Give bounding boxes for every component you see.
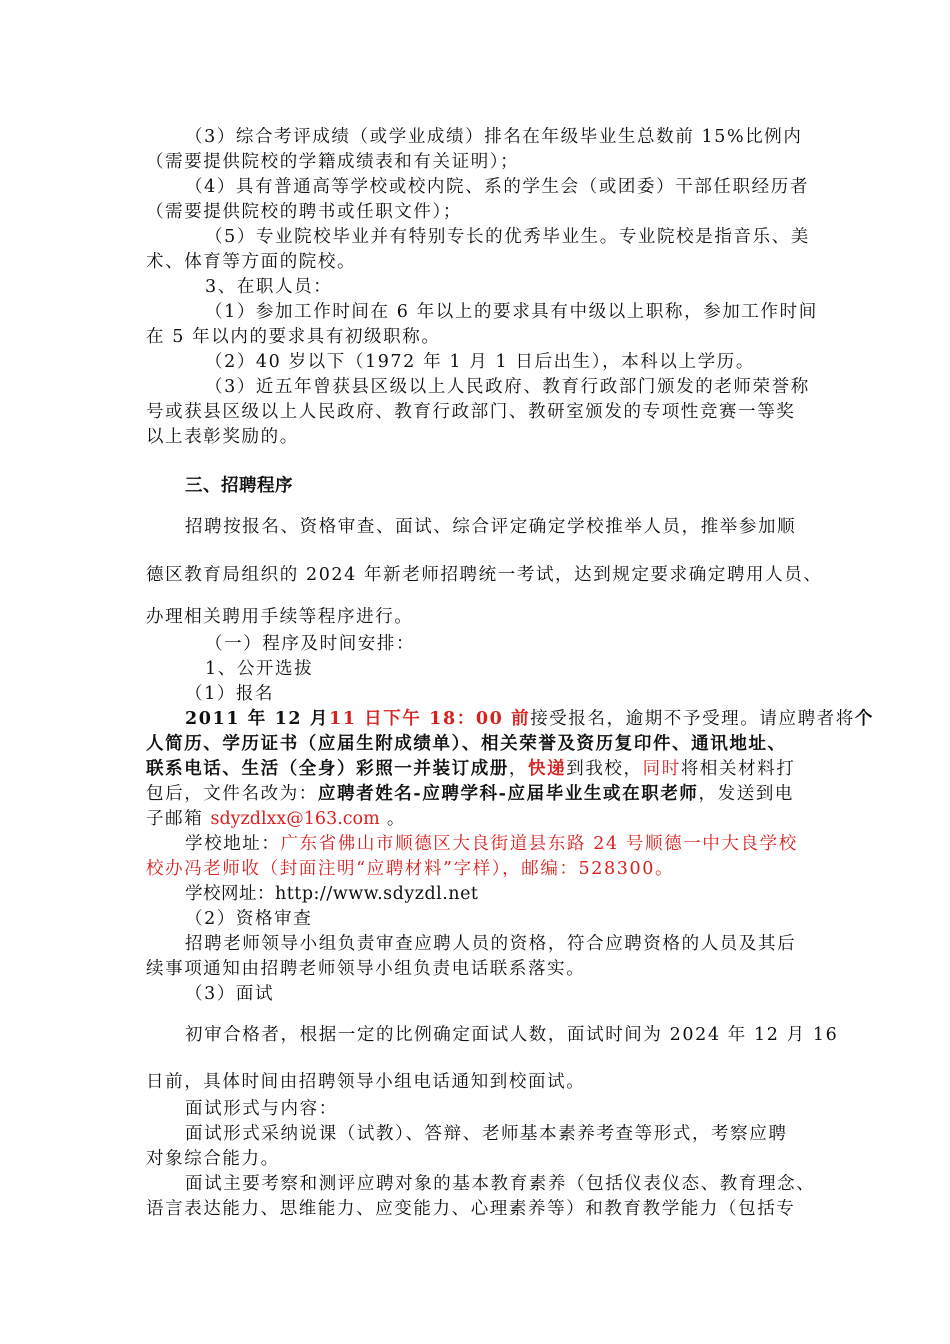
text-span: 。 [379,809,406,829]
text-span: 接受报名，逾期不予受理。请应聘者将 [530,709,855,729]
text-line [146,807,806,831]
text-line: （3）面试 [185,984,275,1004]
text-line: 德区教育局组织的 2024 年新老师招聘统一考试，达到规定要求确定聘用人员、 [146,565,823,585]
text-line: 语言表达能力、思维能力、应变能力、心理素养等）和教育教学能力（包括专 [146,1199,796,1219]
text-line: 在 5 年以内的要求具有初级职称。 [146,327,441,347]
text-line: 对象综合能力。 [146,1149,280,1169]
highlight-express: 快递 [528,759,567,779]
text-line: （5）专业院校毕业并有特别专长的优秀毕业生。专业院校是指音乐、美 [205,227,810,247]
text-line: （一）程序及时间安排： [205,634,416,654]
text-line: 以上表彰奖励的。 [146,427,299,447]
text-span: 个 [854,709,874,729]
text-line: （3）综合考评成绩（或学业成绩）排名在年级毕业生总数前 15%比例内 [185,127,803,147]
school-address: 广东省佛山市顺德区大良街道县东路 24 号顺德一中大良学校 [280,834,798,854]
text-line: （2）40 岁以下（1972 年 1 月 1 日后出生），本科以上学历。 [205,352,755,372]
text-line [146,782,806,806]
text-line: 1、公开选拔 [205,659,314,679]
text-span: 到我校， [566,759,643,779]
text-line: 面试主要考察和测评应聘对象的基本教育素养（包括仪表仪态、教育理念、 [185,1174,816,1194]
text-line: 号或获县区级以上人民政府、教育行政部门、教研室颁发的专项性竞赛一等奖 [146,402,796,422]
deadline-date: 2011 年 12 月 [185,709,329,729]
deadline-time: 11 日下午 18：00 前 [328,709,531,729]
text-line: （需要提供院校的学籍成绩表和有关证明）； [146,152,520,172]
text-line: 初审合格者，根据一定的比例确定面试人数，面试时间为 2024 年 12 月 16 [185,1025,839,1045]
text-span: ，发送到电 [698,784,795,804]
text-line [185,707,874,731]
text-line: （4）具有普通高等学校或校内院、系的学生会（或团委）干部任职经历者 [185,177,809,197]
text-line: 3、在职人员： [205,277,333,297]
section-heading: 三、招聘程序 [185,476,293,496]
text-line: （1）参加工作时间在 6 年以上的要求具有中级以上职称，参加工作时间 [205,302,818,322]
text-line: 招聘老师领导小组负责审查应聘人员的资格，符合应聘资格的人员及其后 [185,934,797,954]
text-line: 续事项通知由招聘老师领导小组负责电话联系落实。 [146,959,586,979]
text-line [146,757,806,781]
text-span: 包后，文件名改为： [146,784,318,804]
highlight-same-time: 同时 [642,759,681,779]
file-name-format: 应聘者姓名-应聘学科-应届毕业生或在职老师 [317,784,699,804]
text-span: 学校地址： [185,834,281,854]
school-website: 学校网址：http://www.sdyzdl.net [185,884,479,904]
text-line: （1）报名 [185,684,275,704]
text-line: 招聘按报名、资格审查、面试、综合评定确定学校推举人员，推举参加顺 [185,517,797,537]
text-line: 日前，具体时间由招聘领导小组电话通知到校面试。 [146,1072,586,1092]
text-line: 术、体育等方面的院校。 [146,252,357,272]
text-line: 面试形式与内容： [185,1099,338,1119]
text-line: 面试形式采纳说课（试教）、答辩、老师基本素养考查等形式，考察应聘 [185,1124,788,1144]
text-line: （需要提供院校的聘书或任职文件）； [146,202,462,222]
text-line: （3）近五年曾获县区级以上人民政府、教育行政部门颁发的老师荣誉称 [205,377,810,397]
email-address: sdyzdlxx@163.com [210,809,380,829]
text-line: （2）资格审查 [185,909,313,929]
text-line: 校办冯老师收（封面注明“应聘材料”字样），邮编：528300。 [146,859,675,879]
text-line: 办理相关聘用手续等程序进行。 [146,607,414,627]
text-span: 将相关材料打 [680,759,796,779]
text-span: 子邮箱 [146,809,211,829]
text-line: 人简历、学历证书（应届生附成绩单）、相关荣誉及资历复印件、通讯地址、 [146,734,787,754]
text-span: ， [508,759,529,779]
text-span: 联系电话、生活（全身）彩照一并装订成册 [146,759,509,779]
text-line [185,832,845,856]
